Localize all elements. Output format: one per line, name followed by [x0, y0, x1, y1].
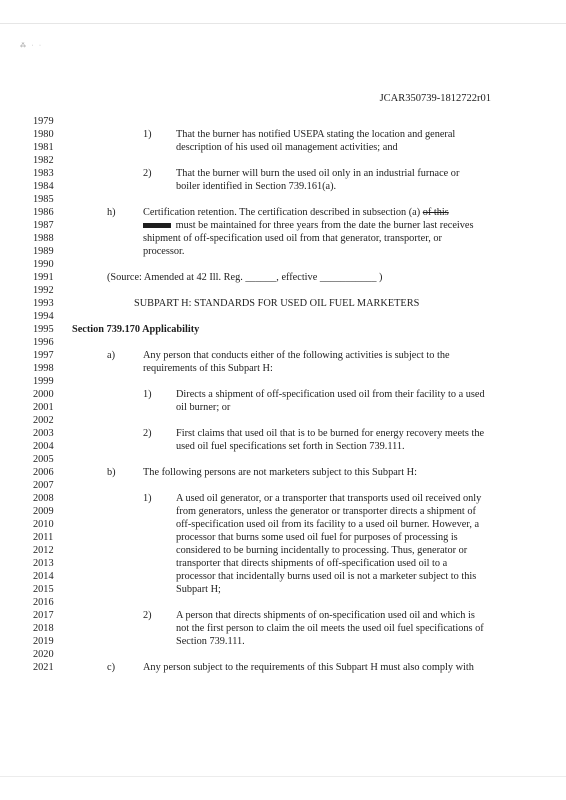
scan-edge-bottom [0, 776, 566, 777]
line-number: 1981 [33, 142, 54, 153]
section-heading: Section 739.170 Applicability [72, 324, 200, 335]
body-text: Certification retention. The certification described in subsection (a) [143, 207, 423, 218]
line-number: 1985 [33, 194, 54, 205]
line-number: 1982 [33, 155, 54, 166]
item-number: 2) [143, 610, 152, 621]
body-text-line: not the first person to claim the oil meets the used oil fuel specifications of [176, 623, 484, 634]
body-text-line: Subpart H; [176, 584, 221, 595]
line-number: 2009 [33, 506, 54, 517]
scan-edge-top [0, 23, 566, 24]
line-number: 1993 [33, 298, 54, 309]
body-text: must be maintained for three years from the date the burner last receives [173, 220, 474, 231]
line-number: 2000 [33, 389, 54, 400]
body-text-line [143, 219, 474, 232]
body-text-line: processor. [143, 246, 185, 257]
line-number: 2021 [33, 662, 54, 673]
item-number: a) [107, 350, 115, 361]
item-number: 1) [143, 389, 152, 400]
body-text-line: off-specification used oil from its facility to a used oil burner. However, a [176, 519, 480, 530]
line-number: 2008 [33, 493, 54, 504]
line-number: 1999 [33, 376, 54, 387]
body-text-line: transporter that directs shipments of off-specification used oil to a [176, 558, 448, 569]
line-number: 2002 [33, 415, 54, 426]
line-number: 2015 [33, 584, 54, 595]
body-text-line: A used oil generator, or a transporter that transports used oil received only [176, 493, 482, 504]
body-text-line: Any person that conducts either of the following activities is subject to the [143, 350, 450, 361]
source-note: (Source: Amended at 42 Ill. Reg. ______, effective ___________ ) [107, 272, 383, 283]
body-text-line: processor that incidentally burns used oil is not a marketer subject to this [176, 571, 477, 582]
line-number: 2018 [33, 623, 54, 634]
item-number: 2) [143, 428, 152, 439]
item-number: 2) [143, 168, 152, 179]
body-text-line: The following persons are not marketers subject to this Subpart H: [143, 467, 417, 478]
line-number: 1980 [33, 129, 54, 140]
line-number: 2012 [33, 545, 54, 556]
line-number: 1983 [33, 168, 54, 179]
line-number: 2005 [33, 454, 54, 465]
line-number: 2014 [33, 571, 54, 582]
body-text-line: requirements of this Subpart H: [143, 363, 273, 374]
body-text-line: First claims that used oil that is to be burned for energy recovery meets the [176, 428, 485, 439]
line-number: 2017 [33, 610, 54, 621]
item-number: c) [107, 662, 115, 673]
line-number: 1988 [33, 233, 54, 244]
body-text-line: A person that directs shipments of on-specification used oil and which is [176, 610, 475, 621]
redaction-mark [143, 223, 171, 228]
line-number: 1994 [33, 311, 54, 322]
line-number: 1987 [33, 220, 54, 231]
body-text-line [143, 206, 449, 219]
body-text-line: used oil fuel specifications set forth in Section 739.111. [176, 441, 405, 452]
line-number: 2011 [33, 532, 54, 543]
line-number: 2013 [33, 558, 54, 569]
line-number: 1992 [33, 285, 54, 296]
item-number: 1) [143, 129, 152, 140]
line-number: 1996 [33, 337, 54, 348]
line-number: 1998 [33, 363, 54, 374]
line-number: 2010 [33, 519, 54, 530]
line-number: 1990 [33, 259, 54, 270]
line-number: 2019 [33, 636, 54, 647]
line-number: 1979 [33, 116, 54, 127]
line-number: 1995 [33, 324, 54, 335]
body-text-line: oil burner; or [176, 402, 231, 413]
body-text-line: considered to be burning incidentally to processing. Thus, generator or [176, 545, 468, 556]
body-text-line: Any person subject to the requirements of this Subpart H must also comply with [143, 662, 474, 673]
body-text-line: shipment of off-specification used oil from that generator, transporter, or [143, 233, 442, 244]
line-number: 1991 [33, 272, 54, 283]
line-number: 2001 [33, 402, 54, 413]
item-number: 1) [143, 493, 152, 504]
subpart-heading: SUBPART H: STANDARDS FOR USED OIL FUEL MARKETERS [134, 298, 420, 309]
struck-text: of this [422, 207, 449, 218]
line-number: 1984 [33, 181, 54, 192]
item-number: h) [107, 207, 116, 218]
line-number: 1997 [33, 350, 54, 361]
line-number: 2004 [33, 441, 54, 452]
line-number: 1989 [33, 246, 54, 257]
document-id: JCAR350739-1812722r01 [379, 93, 491, 104]
line-number: 2003 [33, 428, 54, 439]
body-text-line: Directs a shipment of off-specification used oil from their facility to a used [176, 389, 485, 400]
line-number: 2016 [33, 597, 54, 608]
body-text-line: from generators, unless the generator or transporter directs a shipment of [176, 506, 476, 517]
body-text-line: That the burner will burn the used oil only in an industrial furnace or [176, 168, 460, 179]
body-text-line: description of his used oil management activities; and [176, 142, 398, 153]
body-text-line: processor that burns some used oil fuel for purposes of processing is [176, 532, 458, 543]
line-number: 2006 [33, 467, 54, 478]
line-number: 1986 [33, 207, 54, 218]
body-text-line: Section 739.111. [176, 636, 245, 647]
scan-mark: ⁂ · · [20, 43, 43, 49]
body-text-line: boiler identified in Section 739.161(a). [176, 181, 337, 192]
item-number: b) [107, 467, 116, 478]
body-text-line: That the burner has notified USEPA stating the location and general [176, 129, 456, 140]
line-number: 2020 [33, 649, 54, 660]
line-number: 2007 [33, 480, 54, 491]
